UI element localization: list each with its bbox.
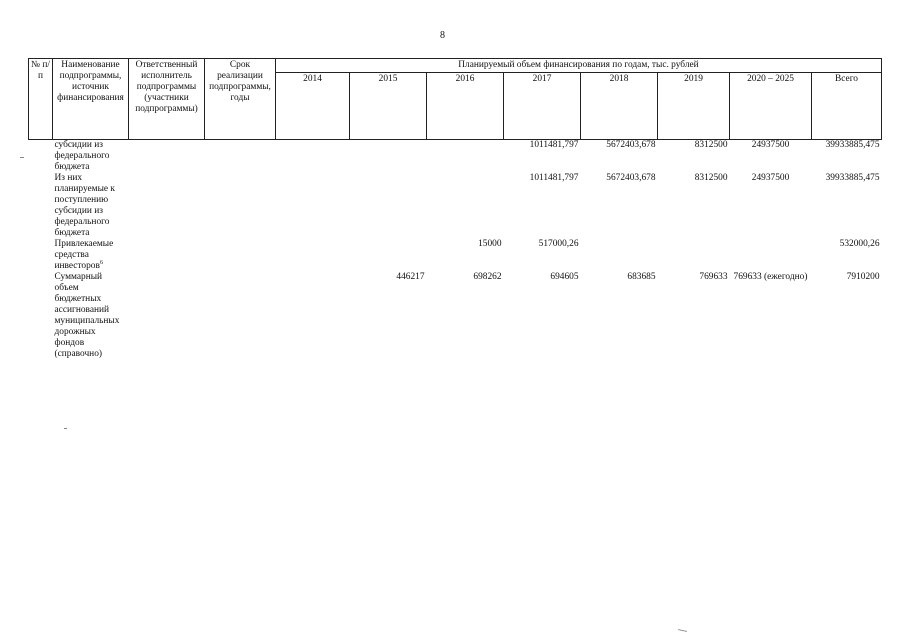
cell-value: 517000,26 xyxy=(538,239,579,249)
header-year: 2020 – 2025 xyxy=(730,73,812,140)
footnote-mark: 6 xyxy=(99,259,103,266)
cell-value: 694605 xyxy=(550,272,579,282)
cell-value xyxy=(427,140,504,174)
page-number: 8 xyxy=(440,30,445,41)
cell-value xyxy=(350,173,427,239)
header-year: 2014 xyxy=(276,73,350,140)
row-name-text: Привлекаемые средства инвесторов xyxy=(54,239,114,271)
cell-value xyxy=(658,239,730,272)
cell-value: 15000 xyxy=(478,239,502,249)
cell-total: 532000,26 xyxy=(839,239,880,249)
cell-value: 683685 xyxy=(627,272,656,282)
cell-value xyxy=(350,140,427,174)
cell-value: 8312500 xyxy=(694,173,728,183)
header-financing-volume: Планируемый объем финансирования по годам, тыс. рублей xyxy=(276,59,882,73)
cell-value: 24937500 xyxy=(751,140,790,150)
cell-value xyxy=(276,239,350,272)
financing-table xyxy=(28,58,882,360)
row-name: Суммарный объем бюджетных ассигнований муниципальных дорожных фондов (справочно) xyxy=(54,272,120,359)
table-row xyxy=(29,173,882,239)
header-year: 2016 xyxy=(427,73,504,140)
header-term: Срок реализации подпрограммы, годы xyxy=(205,59,276,140)
cell-value: 769633 (ежегодно) xyxy=(733,272,808,282)
header-name: Наименование подпрограммы, источник финансирования xyxy=(53,59,129,140)
cell-value xyxy=(427,173,504,239)
scan-mark xyxy=(64,428,67,429)
table-row xyxy=(29,239,882,272)
table-row xyxy=(29,140,882,174)
cell-value: 24937500 xyxy=(751,173,790,183)
cell-total: 7910200 xyxy=(846,272,880,282)
scan-mark xyxy=(20,157,24,158)
cell-value: 769633 xyxy=(699,272,728,282)
table-row xyxy=(29,272,882,360)
cell-value xyxy=(276,272,350,360)
header-total: Всего xyxy=(812,73,882,140)
cell-value xyxy=(350,239,427,272)
cell-value: 698262 xyxy=(473,272,502,282)
cell-value xyxy=(276,173,350,239)
header-number: № п/п xyxy=(29,59,53,140)
cell-value: 5672403,678 xyxy=(606,140,656,150)
row-name: Из них планируемые к поступлению субсидии из федерального бюджета xyxy=(54,173,115,238)
cell-value xyxy=(581,239,658,272)
cell-value: 1011481,797 xyxy=(529,173,579,183)
row-name xyxy=(53,239,129,272)
header-year: 2019 xyxy=(658,73,730,140)
cell-value: 1011481,797 xyxy=(529,140,579,150)
cell-value xyxy=(276,140,350,174)
row-name: субсидии из федерального бюджета xyxy=(54,140,110,172)
header-responsible: Ответственный исполнитель подпрограммы (участники подпрограммы) xyxy=(129,59,205,140)
header-year: 2017 xyxy=(504,73,581,140)
scan-mark xyxy=(678,629,687,632)
header-year: 2018 xyxy=(581,73,658,140)
header-year: 2015 xyxy=(350,73,427,140)
cell-value: 5672403,678 xyxy=(606,173,656,183)
cell-value xyxy=(730,239,812,272)
cell-total: 39933885,475 xyxy=(825,173,880,183)
cell-value: 446217 xyxy=(396,272,425,282)
cell-value: 8312500 xyxy=(694,140,728,150)
cell-total: 39933885,475 xyxy=(825,140,880,150)
